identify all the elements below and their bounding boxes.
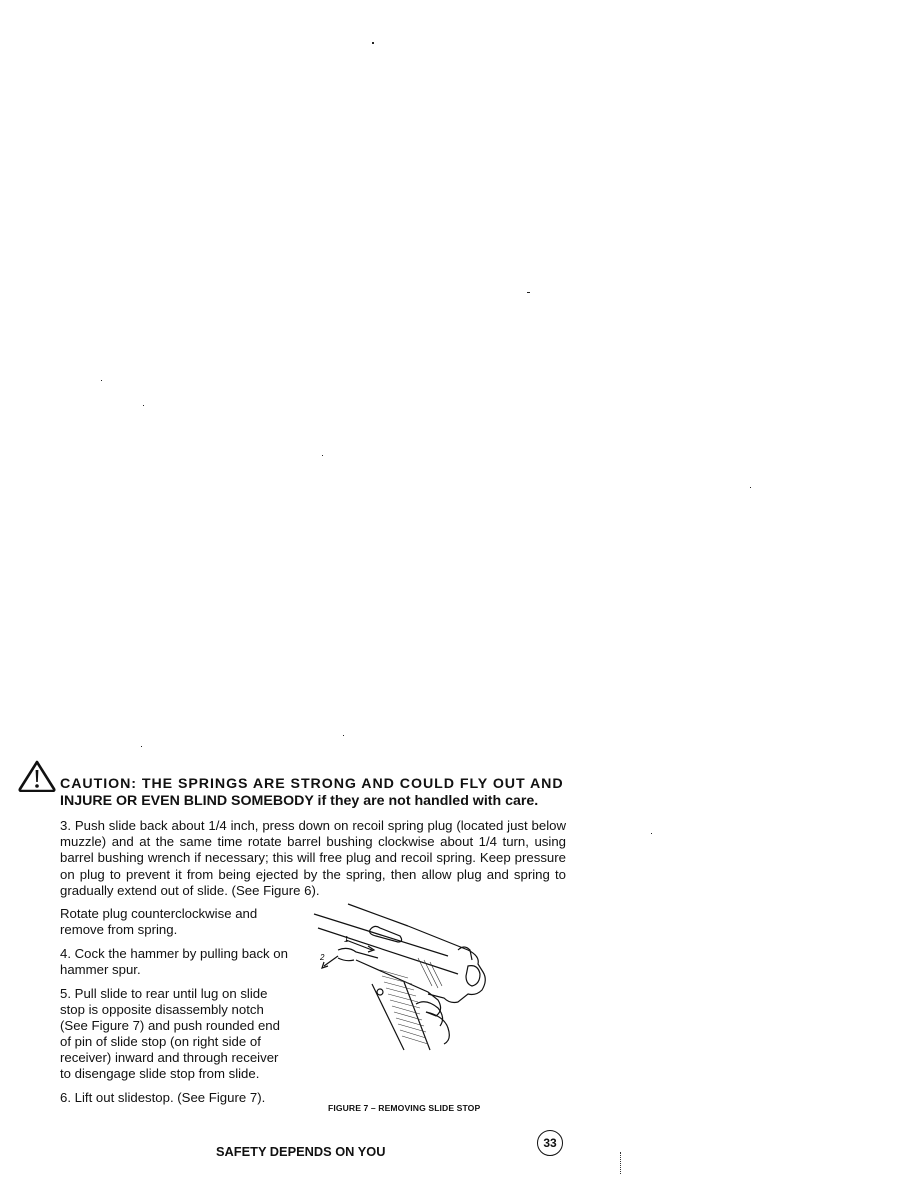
footer-slogan: SAFETY DEPENDS ON YOU [216,1144,386,1159]
warning-triangle-icon [18,760,56,792]
step-5-paragraph: 5. Pull slide to rear until lug on slide stop is opposite disassembly notch (See Figure 7) and push rounded end of pin of slide stop (on right side of receiver) inward and through receiver to disengage slide stop from slide. [60,986,280,1081]
figure-7-pistol-illustration [308,900,518,1060]
figure-label-2: 2 [320,953,325,962]
caution-line-1: CAUTION: THE SPRINGS ARE STRONG AND COULD FLY OUT AND [60,776,564,792]
scan-speck [651,833,652,834]
step-3-continuation: Rotate plug counterclockwise and remove from spring. [60,906,258,937]
scan-speck [343,735,344,736]
figure-label-1: 1 [344,935,349,944]
step-3-paragraph: 3. Push slide back about 1/4 inch, press down on recoil spring plug (located just below muzzle) and at the same time rotate barrel bushing clockwise about 1/4 turn, using barrel bushing wrench if necessary; this will free plug and recoil spring. Keep pressure on plug to prevent it from being ejected by the spring, then allow plug and spring to gradually extend out of slide. (See Figure 6). [60,818,566,898]
scan-speck [527,292,530,293]
scan-speck [101,380,102,381]
instructions-column [60,906,292,1114]
figure-caption: FIGURE 7 – REMOVING SLIDE STOP [328,1103,481,1113]
scan-speck [141,746,142,747]
step-6-paragraph: 6. Lift out slidestop. (See Figure 7). [60,1090,266,1105]
page-number: 33 [537,1130,563,1156]
scan-speck [372,42,374,44]
caution-line-2: INJURE OR EVEN BLIND SOMEBODY if they are not handled with care. [60,793,539,809]
caution-text [60,776,580,810]
scan-speck [322,455,323,456]
step-4-paragraph: 4. Cock the hammer by pulling back on hammer spur. [60,946,288,977]
scan-speck [750,487,751,488]
scan-speck [143,405,144,406]
scan-edge-mark [620,1152,622,1174]
